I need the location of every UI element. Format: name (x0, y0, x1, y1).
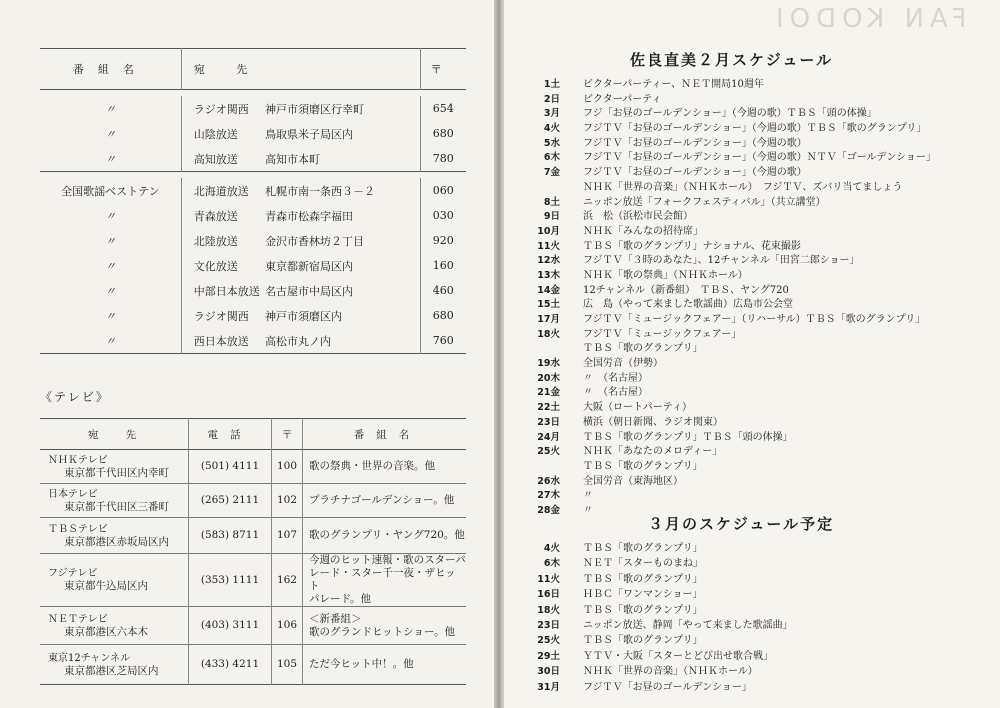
tv-program-cell (303, 607, 467, 645)
program-name: 〃 (40, 96, 181, 121)
station-name: 西日本放送 (193, 334, 249, 348)
tv-program-line: ＜新番組＞ (309, 612, 362, 625)
schedule-entry (520, 298, 980, 313)
radio-row (40, 178, 466, 203)
schedule-entry (520, 460, 980, 475)
station-name: ラジオ関西 (193, 309, 249, 323)
tv-program-line: 歌のグランドヒットショー。他 (309, 625, 456, 638)
tv-station-address: 東京都千代田区三番町 (64, 500, 169, 513)
schedule-day: 20木 (537, 372, 560, 384)
schedule-text: 浜 松（浜松市民会館） (583, 211, 693, 223)
schedule-text: 全国労音（伊勢） (583, 358, 663, 370)
schedule-entry (520, 572, 980, 587)
schedule-text: ＴＢＳ「歌のグランプリ」ナショナル、花束撮影 (583, 240, 801, 252)
schedule-day: 12水 (537, 255, 560, 267)
tv-program-cell (303, 645, 467, 685)
schedule-text: 広 島（やって来ました歌謡曲）広島市公会堂 (583, 299, 793, 311)
tv-station-address: 東京都港区赤坂局区内 (64, 535, 169, 548)
schedule-text: ビクターパーティ (583, 93, 662, 105)
schedule-entry (520, 137, 980, 152)
schedule-entry (520, 181, 980, 196)
schedule-entry (520, 107, 980, 122)
station-address: 青森市松森字福田 (265, 203, 420, 228)
schedule-text: ＴＢＳ「歌のグランプリ」 (583, 635, 703, 647)
tv-section-heading: 《テレビ》 (40, 390, 110, 404)
header-zip: 〒 (272, 419, 303, 450)
schedule-entry (520, 603, 980, 618)
february-schedule-list (520, 78, 980, 519)
schedule-day: 6木 (543, 152, 560, 164)
tv-program-line: 今週のヒット速報・歌のスターパ (309, 554, 466, 566)
tv-table-body (40, 450, 466, 685)
schedule-entry (520, 618, 980, 633)
schedule-text: フジＴＶ「お昼のゴールデンショー」（今週の歌）ＮＴＶ「ゴールデンショー」 (583, 152, 936, 164)
tv-phone: (433) 4211 (189, 645, 272, 685)
tv-station-address: 東京都千代田区内幸町 (64, 466, 169, 479)
program-name: 〃 (40, 278, 181, 303)
schedule-entry (520, 342, 980, 357)
schedule-day: 2日 (543, 93, 560, 105)
schedule-entry (520, 431, 980, 446)
radio-row (40, 253, 466, 278)
schedule-text: 12チャンネル（新番組） ＴＢＳ、ヤング720 (583, 284, 789, 296)
tv-row (40, 645, 466, 685)
tv-station-cell (40, 484, 189, 518)
tv-row (40, 450, 466, 484)
schedule-day: 1土 (543, 79, 560, 90)
schedule-day: 16日 (537, 589, 560, 601)
station-address: 神戸市須磨区内 (265, 303, 420, 328)
schedule-text: ＮＨＫ「世界の音楽」（ＮＨＫホール） (583, 666, 758, 678)
schedule-text: 横浜（朝日新聞、ラジオ関東） (583, 416, 723, 428)
radio-row (40, 203, 466, 228)
schedule-text: ＴＢＳ「歌のグランプリ」 (583, 460, 703, 472)
tv-program-cell (303, 518, 467, 554)
schedule-entry (520, 328, 980, 343)
schedule-entry (520, 196, 980, 211)
schedule-entry (520, 633, 980, 648)
schedule-text: フジＴＶ「お昼のゴールデンショー」（今週の歌） (583, 137, 807, 149)
tv-row (40, 607, 466, 645)
zip-code: 654 (432, 102, 454, 115)
schedule-entry (520, 664, 980, 679)
program-name: 〃 (40, 146, 181, 172)
program-name: 〃 (40, 303, 181, 328)
program-name: 〃 (40, 253, 181, 278)
schedule-day: 4火 (543, 123, 560, 135)
zip-code: 060 (432, 184, 454, 197)
schedule-entry (520, 587, 980, 602)
tv-program-line: 歌のグランプリ・ヤング720。他 (309, 529, 465, 541)
tv-phone: (403) 3111 (189, 607, 272, 645)
tv-station-cell (40, 554, 189, 607)
schedule-text: ＴＢＳ「歌のグランプリ」ＴＢＳ「頭の体操」 (583, 431, 793, 443)
tv-row (40, 484, 466, 518)
schedule-day: 26水 (537, 475, 560, 487)
program-name: 〃 (40, 228, 181, 253)
schedule-day: 29土 (537, 650, 560, 662)
schedule-text: フジ「お昼のゴールデンショー」（今週の歌）ＴＢＳ「頭の体操」 (583, 108, 877, 120)
tv-phone: (353) 1111 (189, 554, 272, 607)
radio-row (40, 328, 466, 354)
schedule-entry (520, 151, 980, 166)
schedule-day: 21金 (537, 387, 560, 399)
schedule-entry (520, 166, 980, 181)
schedule-text: ＴＢＳ「歌のグランプリ」 (583, 543, 703, 554)
header-address: 宛 先 (40, 419, 189, 450)
station-name: 高知放送 (193, 152, 238, 166)
station-name: 北陸放送 (193, 234, 238, 248)
station-address: 東京都新宿局区内 (265, 253, 420, 278)
schedule-day: 15土 (537, 299, 560, 311)
schedule-text: 〃 (583, 504, 593, 516)
schedule-text: ＮＥＴ「スターものまね」 (583, 558, 703, 570)
schedule-text: ＨＢＣ「ワンマンショー」 (583, 589, 703, 601)
schedule-day: 17月 (537, 314, 560, 325)
schedule-text: 〃 （名古屋） (583, 387, 648, 399)
schedule-entry (520, 649, 980, 664)
schedule-day: 10月 (537, 225, 560, 237)
left-page (0, 0, 496, 708)
schedule-entry (520, 416, 980, 431)
schedule-entry (520, 445, 980, 460)
schedule-entry (520, 680, 980, 695)
schedule-text: ＮＨＫ「あなたのメロディー」 (583, 446, 723, 458)
station-name: 山陰放送 (193, 127, 238, 141)
zip-code: 460 (432, 284, 454, 297)
schedule-day: 11火 (537, 240, 560, 252)
schedule-text: フジＴＶ「ミュージックフェアー」（リハーサル）ＴＢＳ「歌のグランプリ」 (583, 314, 926, 325)
schedule-day: 14金 (537, 284, 560, 296)
schedule-text: ＴＢＳ「歌のグランプリ」 (583, 573, 703, 585)
schedule-day: 18火 (537, 604, 560, 616)
tv-zip: 102 (272, 484, 303, 518)
header-phone: 電話 (189, 419, 272, 450)
zip-code: 160 (432, 259, 454, 272)
schedule-day: 5水 (543, 137, 560, 149)
schedule-entry (520, 401, 980, 416)
radio-table-header (40, 49, 466, 90)
station-name: 青森放送 (193, 209, 238, 223)
schedule-text: 大阪（ロートパーティ） (583, 402, 692, 414)
schedule-entry (520, 93, 980, 108)
schedule-text: ビクターパーティー、ＮＥＴ開局10週年 (583, 79, 764, 90)
tv-program-line: パレード。他 (309, 593, 372, 605)
header-zip: 〒 (430, 63, 456, 76)
schedule-entry (520, 284, 980, 299)
schedule-entry (520, 269, 980, 284)
tv-station-cell (40, 645, 189, 685)
tv-station-name: ＮＥＴテレビ (48, 613, 108, 625)
station-address: 札幌市南一条西３－２ (265, 178, 420, 203)
station-address: 鳥取県米子局区内 (265, 121, 420, 146)
station-name: 文化放送 (193, 259, 238, 273)
station-address: 神戸市須磨区行幸町 (265, 96, 420, 121)
tv-program-line: ただ今ヒット中！。他 (309, 658, 414, 670)
tv-row (40, 518, 466, 554)
schedule-entry (520, 489, 980, 504)
tv-table-header (40, 419, 466, 450)
schedule-day: 25火 (537, 446, 560, 458)
schedule-entry (520, 313, 980, 328)
zip-code: 680 (432, 309, 454, 322)
schedule-text: ＮＨＫ「世界の音楽」（ＮＨＫホール） フジＴＶ、ズバリ当てましょう (583, 181, 903, 193)
schedule-entry (520, 386, 980, 401)
header-program: 番組名 (40, 49, 181, 90)
schedule-text: フジＴＶ「３時のあなた」、12チャンネル「田宮二郎ショー」 (583, 255, 860, 267)
tv-station-name: フジテレビ (48, 568, 98, 579)
tv-phone: (501) 4111 (189, 450, 272, 484)
zip-code: 780 (432, 152, 454, 165)
schedule-text: 全国労音（東海地区） (583, 475, 683, 487)
schedule-entry (520, 210, 980, 225)
tv-station-address: 東京都港区芝局区内 (64, 664, 159, 677)
station-name: 中部日本放送 (193, 284, 260, 298)
schedule-day: 24月 (537, 431, 560, 443)
station-address: 高知市本町 (265, 146, 420, 172)
schedule-text: ＴＢＳ「歌のグランプリ」 (583, 343, 703, 355)
zip-code: 760 (432, 334, 454, 347)
tv-station-cell (40, 450, 189, 484)
station-name: ラジオ関西 (193, 102, 249, 116)
program-name: 〃 (40, 328, 181, 354)
tv-zip: 105 (272, 645, 303, 685)
schedule-day: 6木 (543, 558, 560, 570)
tv-program-line: レード・スター千一夜・ザヒット (309, 567, 456, 592)
station-address: 名古屋市中局区内 (265, 278, 420, 303)
tv-station-table (40, 418, 466, 685)
schedule-day: 23日 (537, 619, 560, 631)
tv-zip: 100 (272, 450, 303, 484)
radio-table-body (40, 90, 466, 354)
tv-zip: 107 (272, 518, 303, 554)
tv-row (40, 554, 466, 607)
schedule-entry (520, 475, 980, 490)
bleed-through-text: FAN KODOI (770, 4, 967, 34)
tv-phone: (583) 8711 (189, 518, 272, 554)
tv-station-name: 東京12チャンネル (48, 652, 131, 664)
schedule-entry (520, 556, 980, 571)
tv-station-name: ＴＢＳテレビ (48, 523, 108, 535)
tv-program-cell (303, 554, 467, 607)
radio-row (40, 278, 466, 303)
radio-row (40, 96, 466, 121)
schedule-entry (520, 372, 980, 387)
radio-row (40, 303, 466, 328)
tv-phone: (265) 2111 (189, 484, 272, 518)
radio-row (40, 228, 466, 253)
schedule-entry (520, 122, 980, 137)
schedule-day: 27木 (537, 490, 560, 502)
zip-code: 680 (432, 127, 454, 140)
schedule-entry (520, 541, 980, 556)
schedule-day: 25火 (537, 635, 560, 647)
schedule-text: フジＴＶ「お昼のゴールデンショー」 (583, 681, 752, 693)
tv-program-cell (303, 484, 467, 518)
schedule-day: 22土 (537, 402, 560, 414)
march-schedule-list (520, 541, 980, 695)
program-name: 〃 (40, 121, 181, 146)
zip-code: 920 (432, 234, 454, 247)
zip-code: 030 (432, 209, 454, 222)
schedule-day: 18火 (537, 328, 560, 340)
schedule-day: 30日 (537, 666, 560, 678)
program-name: 全国歌謡ベストテン (40, 178, 181, 203)
schedule-day: 19水 (537, 358, 560, 370)
tv-zip: 106 (272, 607, 303, 645)
schedule-text: フジＴＶ「お昼のゴールデンショー」（今週の歌）ＴＢＳ「歌のグランプリ」 (583, 123, 927, 135)
tv-station-cell (40, 518, 189, 554)
tv-program-cell (303, 450, 467, 484)
station-name: 北海道放送 (193, 184, 249, 198)
schedule-text: ニッポン放送、静岡「やって来ました歌謡曲」 (583, 619, 793, 631)
tv-program-line: プラチナゴールデンショー。他 (309, 494, 455, 506)
schedule-text: ＹＴＶ・大阪「スターとどび出せ歌合戦」 (583, 650, 773, 662)
schedule-day: 28金 (537, 504, 560, 516)
schedule-text: 〃 （名古屋） (583, 372, 648, 384)
tv-program-line: 歌の祭典・世界の音楽。他 (309, 460, 435, 472)
station-address: 金沢市香林坊２丁目 (265, 228, 420, 253)
schedule-day: 3月 (543, 108, 560, 120)
schedule-text: フジＴＶ「お昼のゴールデンショー」（今週の歌） (583, 167, 807, 179)
tv-zip: 162 (272, 554, 303, 607)
schedule-text: ＮＨＫ「みんなの招待席」 (583, 225, 703, 237)
radio-row (40, 121, 466, 146)
station-address: 高松市丸ノ内 (265, 328, 420, 354)
schedule-day: 23日 (537, 416, 560, 428)
schedule-day: 4火 (543, 543, 560, 554)
program-name: 〃 (40, 203, 181, 228)
tv-station-name: ＮＨＫテレビ (48, 454, 108, 466)
schedule-day: 31月 (537, 681, 560, 693)
schedule-text: ＮＨＫ「歌の祭典」（ＮＨＫホール） (583, 269, 748, 281)
schedule-day: 13木 (537, 269, 560, 281)
february-schedule-title: 佐良直美２月スケジュール (630, 51, 834, 69)
schedule-day: 7金 (543, 167, 560, 179)
schedule-day: 9日 (543, 211, 560, 223)
march-schedule-title: ３月のスケジュール予定 (648, 515, 835, 533)
header-station-address: 宛 先 (181, 49, 420, 90)
header-program: 番組名 (353, 428, 422, 441)
tv-station-cell (40, 607, 189, 645)
schedule-text: ニッポン放送「フォークフェスティバル」（共立講堂） (583, 196, 826, 208)
schedule-entry (520, 357, 980, 372)
tv-station-address: 東京都港区六本木 (64, 625, 148, 638)
schedule-entry (520, 225, 980, 240)
schedule-day: 8土 (543, 196, 560, 208)
schedule-day: 11火 (537, 573, 560, 585)
schedule-text: 〃 (583, 490, 593, 502)
schedule-entry (520, 254, 980, 269)
schedule-text: フジＴＶ「ミュージックフェアー」 (583, 328, 742, 340)
schedule-text: ＴＢＳ「歌のグランプリ」 (583, 604, 703, 616)
schedule-entry (520, 240, 980, 255)
tv-station-name: 日本テレビ (48, 488, 98, 500)
tv-station-address: 東京都牛込局区内 (64, 580, 148, 592)
schedule-entry (520, 78, 980, 93)
radio-row (40, 146, 466, 172)
radio-station-table (40, 48, 466, 354)
